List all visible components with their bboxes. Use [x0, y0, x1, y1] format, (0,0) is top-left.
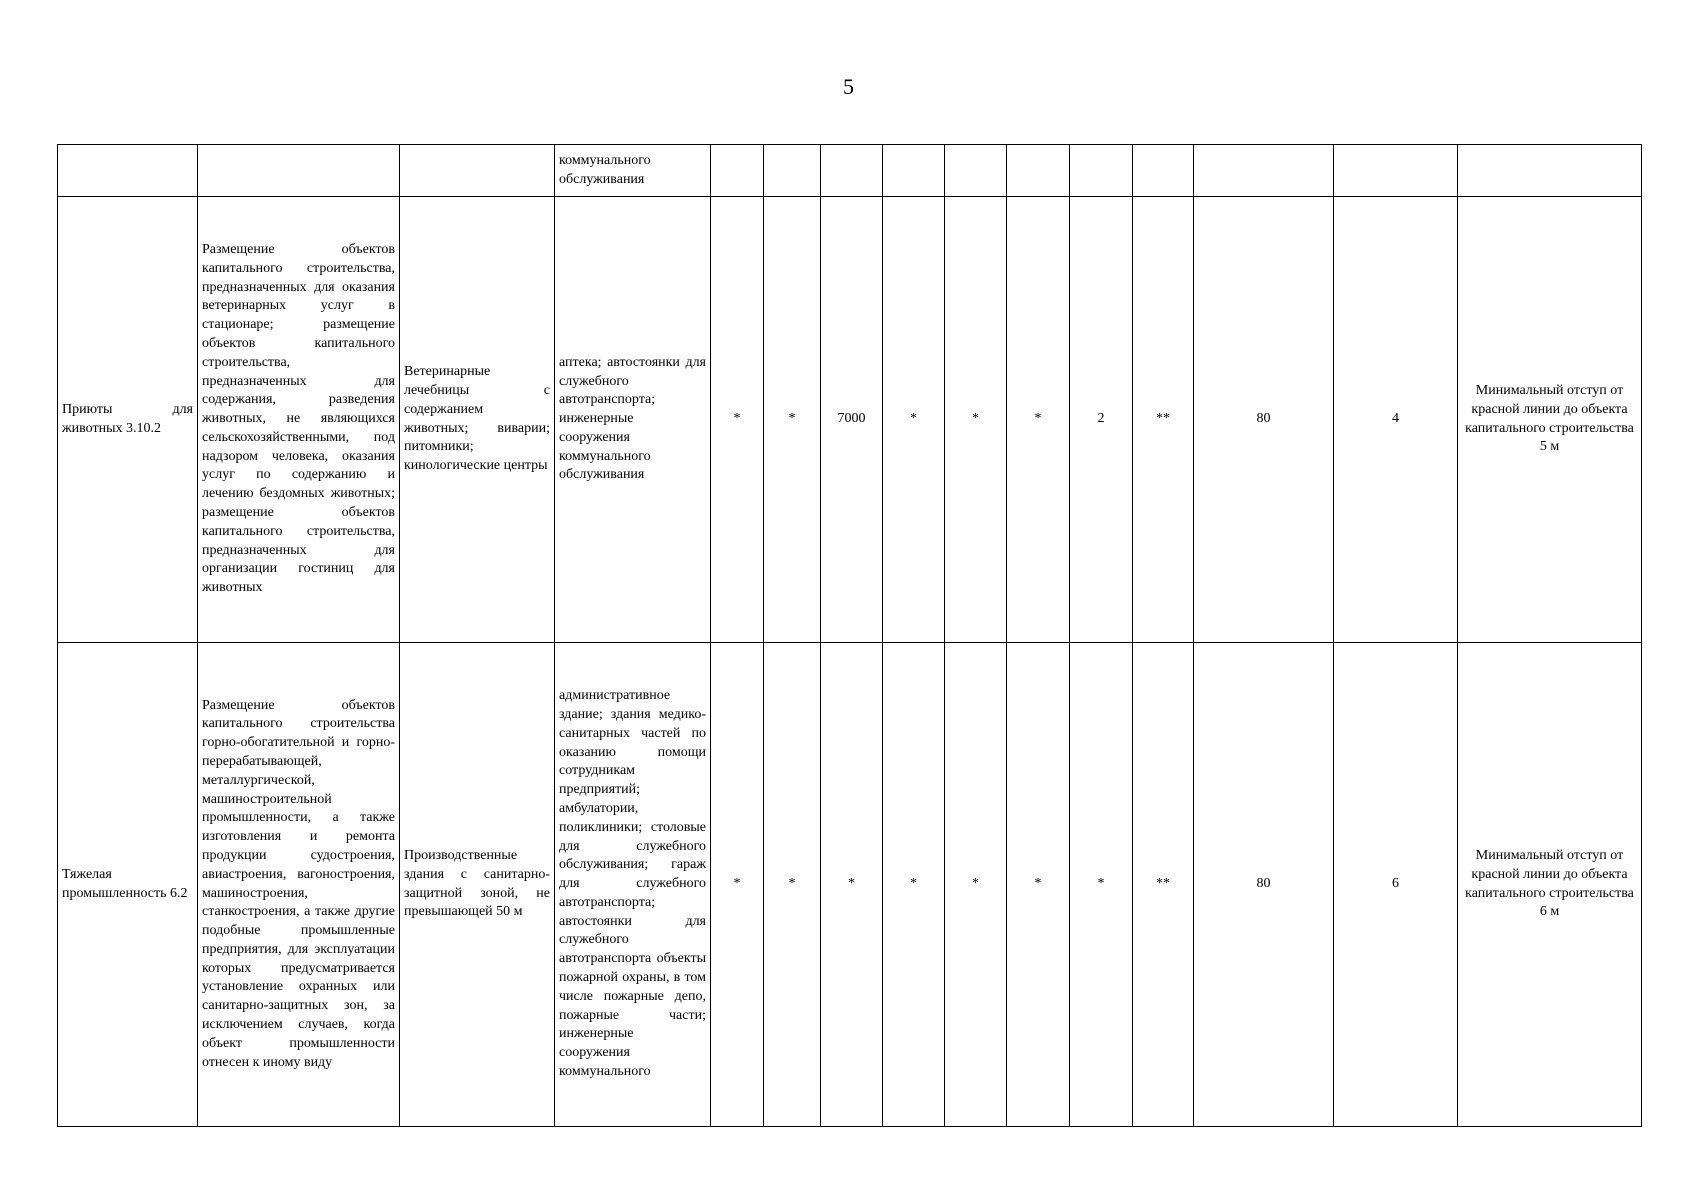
- param-cell: [1070, 145, 1133, 197]
- param-cell: [945, 145, 1007, 197]
- param-cell: *: [1070, 643, 1133, 1127]
- main-use-cell: Производственные здания с санитарно-защитной зоной, не превышающей 50 м: [400, 643, 555, 1127]
- note-cell: Минимальный отступ от красной линии до объекта капитального строительства 6 м: [1458, 643, 1642, 1127]
- param-cell: *: [711, 643, 764, 1127]
- use-name-cell: Тяжелая промышленность 6.2: [58, 643, 198, 1127]
- param-cell: *: [945, 643, 1007, 1127]
- param-cell: *: [711, 197, 764, 643]
- param-cell: [764, 145, 821, 197]
- aux-use-cell: административное здание; здания медико-санитарных частей по оказанию помощи сотрудникам предприятий; амбулатории, поликлиники; столовые для служебного обслуживания; гараж для служебного автотранспорта; автостоянки для служебного автотранспорта объекты пожарной охраны, в том числе пожарные депо, пожарные части; инженерные сооружения коммунального: [555, 643, 711, 1127]
- param-cell: 2: [1070, 197, 1133, 643]
- param-cell: [1007, 145, 1070, 197]
- use-description-cell: [198, 145, 400, 197]
- param-cell: *: [764, 643, 821, 1127]
- floors-cell: [1334, 145, 1458, 197]
- floors-cell: 6: [1334, 643, 1458, 1127]
- param-cell: *: [883, 197, 945, 643]
- param-cell: **: [1133, 643, 1194, 1127]
- note-cell: Минимальный отступ от красной линии до объекта капитального строительства 5 м: [1458, 197, 1642, 643]
- percent-cell: [1194, 145, 1334, 197]
- use-description-cell: Размещение объектов капитального строительства горно-обогатительной и горно-перерабатывающей, металлургической, машиностроительной промышленности, а также изготовления и ремонта продукции судостроения, авиастроения, вагоностроения, машиностроения, станкостроения, а также другие подобные промышленные предприятия, для эксплуатации которых предусматривается установление охранных или санитарно-защитных зон, за исключением случаев, когда объект промышленности отнесен к иному виду: [198, 643, 400, 1127]
- aux-use-cell: аптека; автостоянки для служебного автотранспорта; инженерные сооружения коммунального обслуживания: [555, 197, 711, 643]
- param-cell: *: [945, 197, 1007, 643]
- zoning-table: [57, 144, 1642, 1127]
- use-name-cell: Приюты для животных 3.10.2: [58, 197, 198, 643]
- param-cell: [1133, 145, 1194, 197]
- param-cell: *: [821, 643, 883, 1127]
- param-cell: **: [1133, 197, 1194, 643]
- table-row: [58, 145, 1642, 197]
- param-cell: [821, 145, 883, 197]
- param-cell: [711, 145, 764, 197]
- floors-cell: 4: [1334, 197, 1458, 643]
- param-cell: *: [764, 197, 821, 643]
- main-use-cell: [400, 145, 555, 197]
- use-name-cell: [58, 145, 198, 197]
- param-cell: *: [1007, 197, 1070, 643]
- main-use-cell: Ветеринарные лечебницы с содержанием животных; виварии; питомники; кинологические центры: [400, 197, 555, 643]
- page-number: 5: [843, 74, 854, 99]
- aux-use-cell: коммунального обслуживания: [555, 145, 711, 197]
- param-cell: *: [1007, 643, 1070, 1127]
- note-cell: [1458, 145, 1642, 197]
- table-row: [58, 197, 1642, 643]
- param-cell: *: [883, 643, 945, 1127]
- table-row: [58, 643, 1642, 1127]
- percent-cell: 80: [1194, 643, 1334, 1127]
- percent-cell: 80: [1194, 197, 1334, 643]
- param-cell: 7000: [821, 197, 883, 643]
- param-cell: [883, 145, 945, 197]
- use-description-cell: Размещение объектов капитального строительства, предназначенных для оказания ветеринарных услуг в стационаре; размещение объектов капитального строительства, предназначенных для содержания, разведения животных, не являющихся сельскохозяйственными, под надзором человека, оказания услуг по содержанию и лечению бездомных животных; размещение объектов капитального строительства, предназначенных для организации гостиниц для животных: [198, 197, 400, 643]
